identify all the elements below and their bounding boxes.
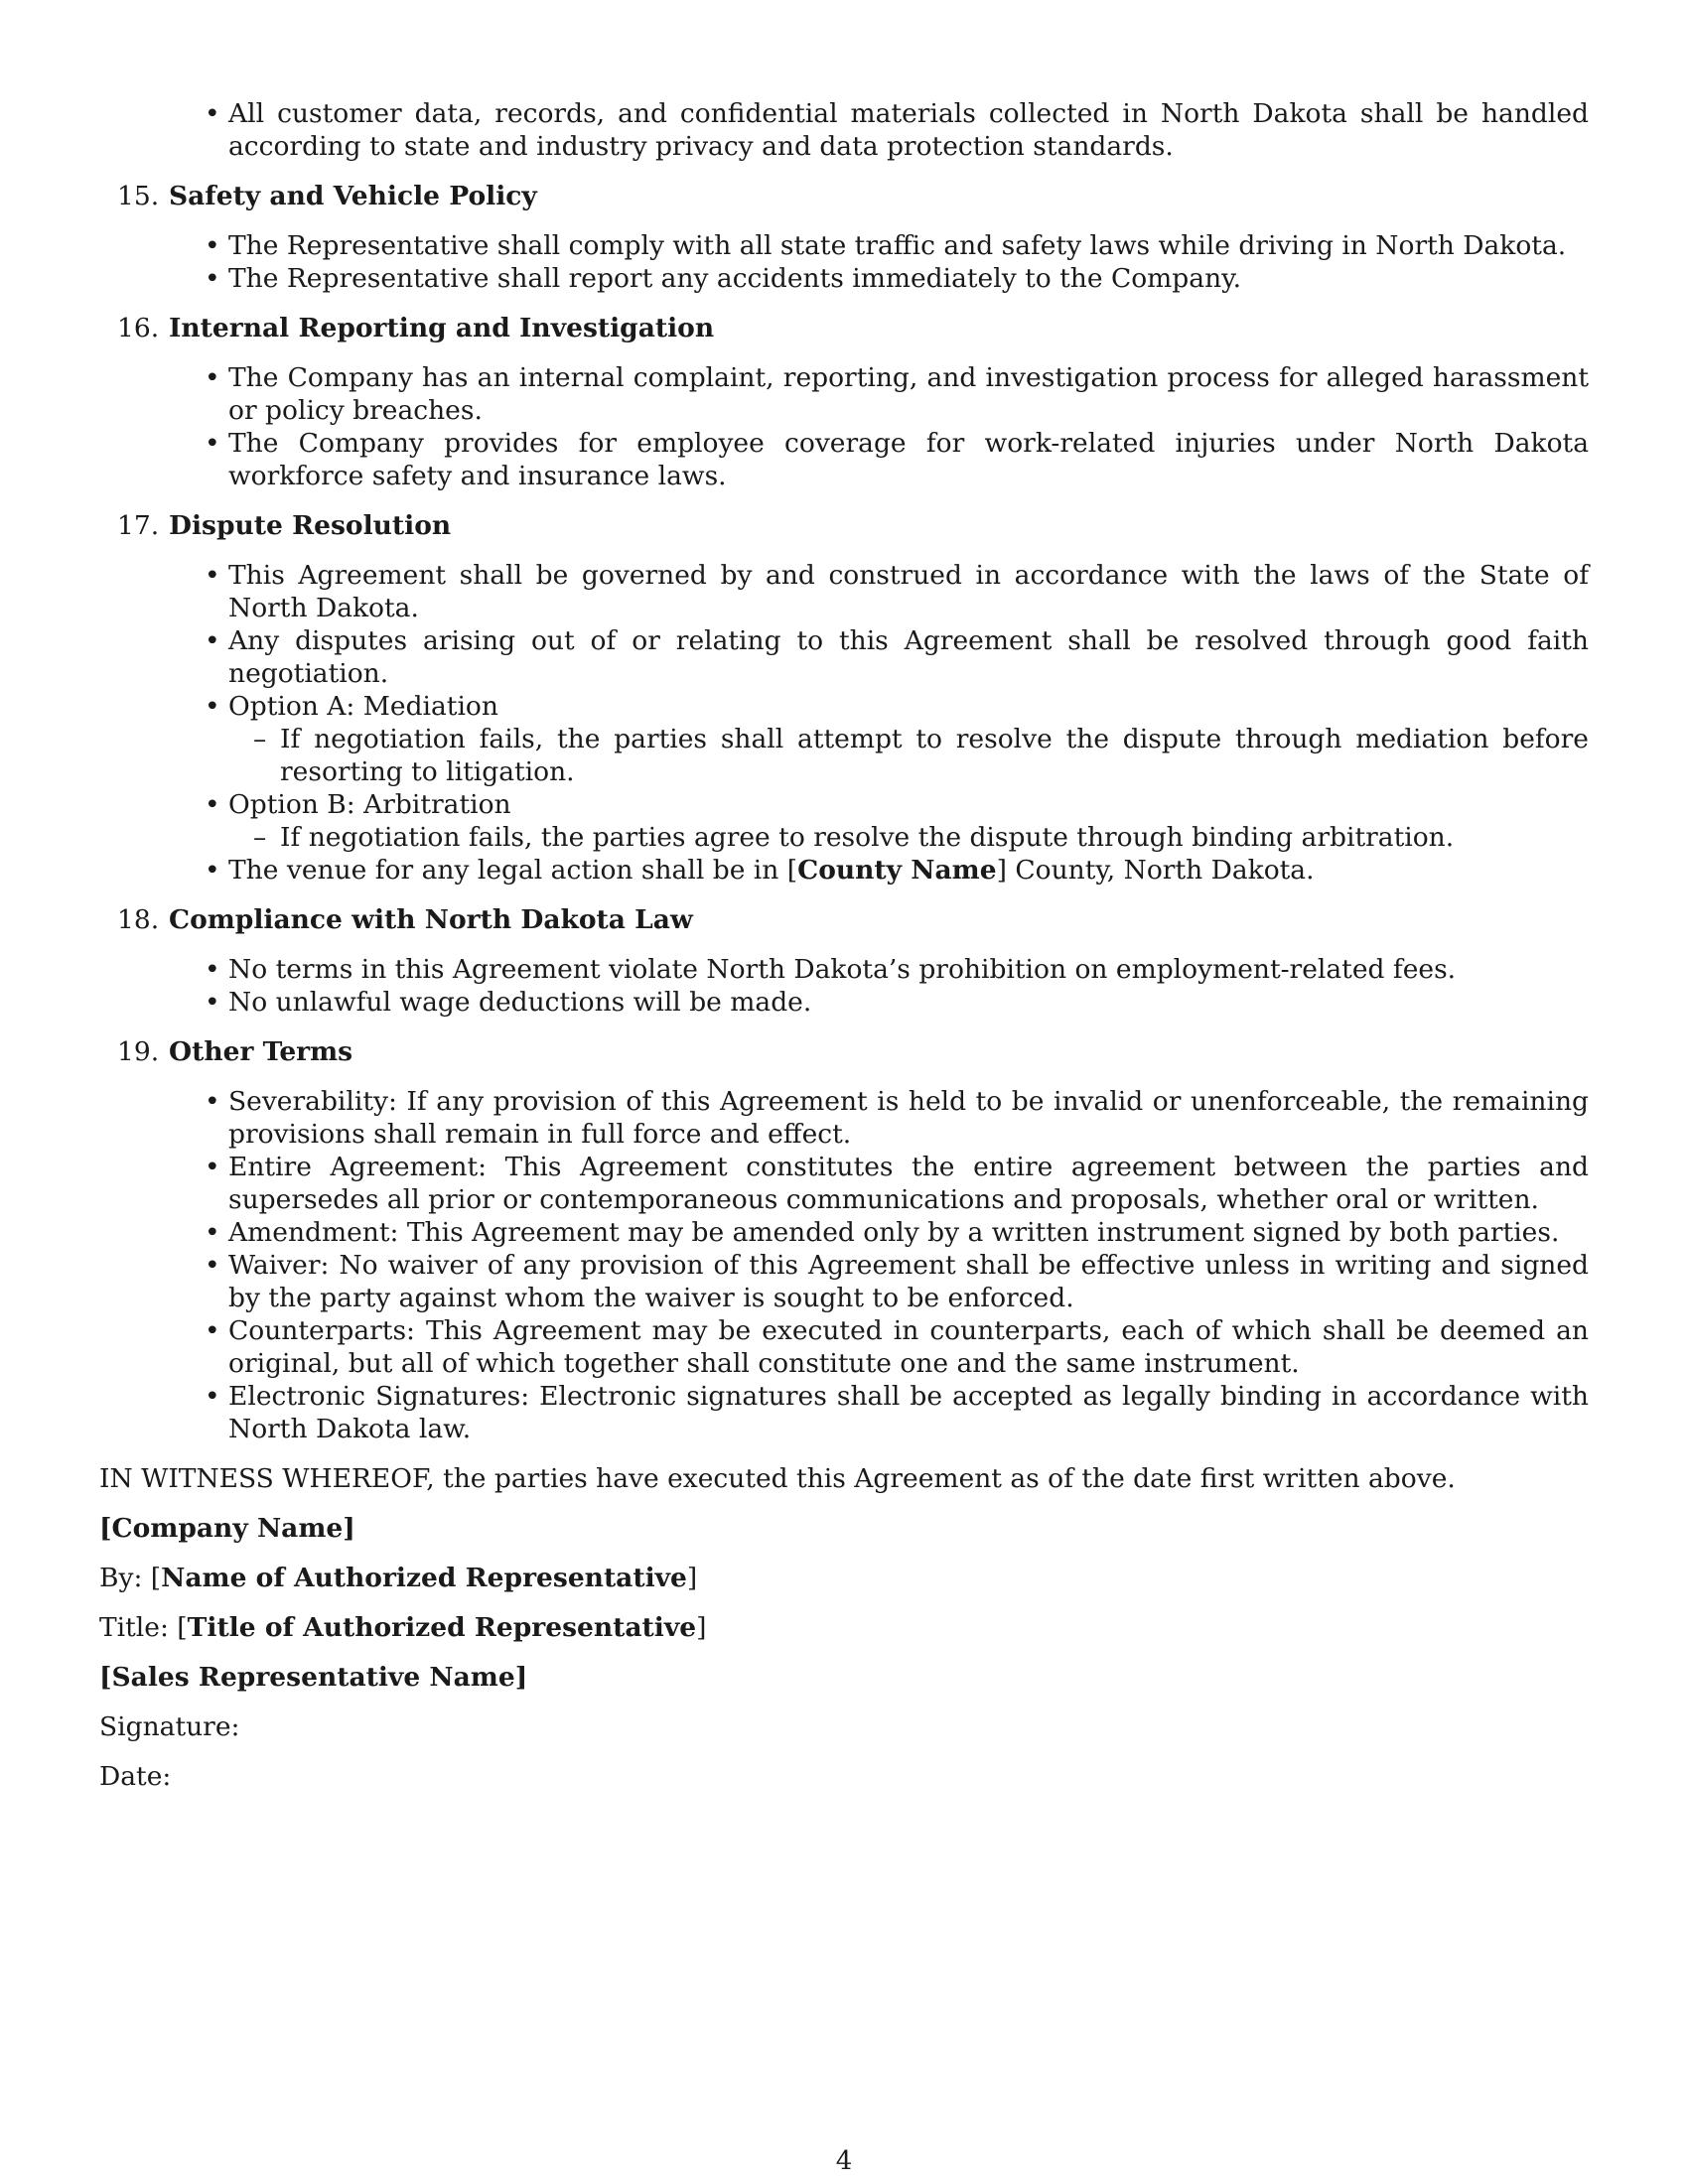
option-a-label: Option A: Mediation	[228, 691, 498, 722]
authorized-rep-name-placeholder: Name of Authorized Representative	[161, 1563, 687, 1593]
section-18-bullet-list	[99, 953, 1589, 1019]
title-label: Title: [	[99, 1612, 188, 1643]
witness-statement: IN WITNESS WHEREOF, the parties have executed this Agreement as of the date first written above.	[99, 1463, 1456, 1494]
bracket-close: ]	[343, 1513, 355, 1544]
company-name-placeholder: Company Name	[111, 1513, 344, 1544]
section-15-heading	[99, 180, 1589, 212]
option-b-label: Option B: Arbitration	[228, 789, 511, 820]
bracket-open: [	[99, 1513, 112, 1544]
section-number: 15.	[117, 181, 160, 211]
list-item: • Waiver: No waiver of any provision of this Agreement shall be effective unless in writing and signed by the party against whom the waiver is sought to be enforced.	[228, 1249, 1589, 1314]
section-16-bullet-list	[99, 361, 1589, 492]
bracket-close: ]	[686, 1563, 698, 1593]
section-title: Dispute Resolution	[169, 510, 452, 541]
venue-suffix: ] County, North Dakota.	[996, 855, 1315, 886]
section-18-heading	[99, 903, 1589, 936]
sub-list-item: – If negotiation fails, the parties shall attempt to resolve the dispute through mediation before resorting to litigation.	[280, 723, 1589, 788]
list-item: • The Representative shall report any accidents immediately to the Company.	[228, 262, 1589, 295]
list-item-venue	[228, 854, 1589, 887]
bracket-open: [	[99, 1662, 112, 1693]
signature-label: Signature:	[99, 1711, 240, 1742]
section-16-heading	[99, 312, 1589, 344]
list-item: • All customer data, records, and confidential materials collected in North Dakota shall be handled according to state and industry privacy and data protection standards.	[228, 97, 1589, 163]
bracket-close: ]	[696, 1612, 707, 1643]
option-b-sublist	[228, 821, 1589, 854]
section-number: 19.	[117, 1036, 160, 1067]
option-a-sublist	[228, 723, 1589, 788]
by-label: By: [	[99, 1563, 162, 1593]
bracket-close: ]	[514, 1662, 528, 1693]
by-line	[99, 1562, 1589, 1594]
list-item-option-a	[228, 690, 1589, 788]
document-page	[99, 97, 1589, 1793]
list-item: • The Company provides for employee coverage for work-related injuries under North Dakota workforce safety and insurance laws.	[228, 427, 1589, 492]
sub-list-item: – If negotiation fails, the parties agree to resolve the dispute through binding arbitration.	[280, 821, 1589, 854]
title-line	[99, 1611, 1589, 1644]
list-item: • The Representative shall comply with all state traffic and safety laws while driving in North Dakota.	[228, 229, 1589, 262]
section-number: 18.	[117, 904, 160, 935]
section-17-heading	[99, 509, 1589, 542]
section-19-bullet-list	[99, 1085, 1589, 1445]
section-number: 16.	[117, 313, 160, 343]
list-item: • Entire Agreement: This Agreement constitutes the entire agreement between the parties and supersedes all prior or contemporaneous communications and proposals, whether oral or written.	[228, 1151, 1589, 1216]
list-item: • Electronic Signatures: Electronic signatures shall be accepted as legally binding in accordance with North Dakota law.	[228, 1380, 1589, 1445]
sales-rep-name-line	[99, 1661, 1589, 1694]
venue-prefix: The venue for any legal action shall be in [	[228, 855, 798, 886]
section-title: Other Terms	[169, 1036, 353, 1067]
section-title: Internal Reporting and Investigation	[169, 313, 715, 343]
list-item: • No unlawful wage deductions will be made.	[228, 986, 1589, 1019]
list-item: • Severability: If any provision of this Agreement is held to be invalid or unenforceable, the remaining provisions shall remain in full force and effect.	[228, 1085, 1589, 1151]
list-item: • This Agreement shall be governed by and construed in accordance with the laws of the State of North Dakota.	[228, 559, 1589, 624]
list-item: • Counterparts: This Agreement may be executed in counterparts, each of which shall be deemed an original, but all of which together shall constitute one and the same instrument.	[228, 1314, 1589, 1380]
section-17-bullet-list	[99, 559, 1589, 887]
company-name-line	[99, 1512, 1589, 1545]
continuation-bullet-list	[99, 97, 1589, 163]
section-19-heading	[99, 1035, 1589, 1068]
section-number: 17.	[117, 510, 160, 541]
page-number: 4	[835, 2146, 853, 2176]
list-item-option-b	[228, 788, 1589, 854]
authorized-rep-title-placeholder: Title of Authorized Representative	[187, 1612, 697, 1643]
list-item: • Amendment: This Agreement may be amended only by a written instrument signed by both parties.	[228, 1216, 1589, 1249]
section-title: Safety and Vehicle Policy	[169, 181, 537, 211]
list-item: • No terms in this Agreement violate North Dakota’s prohibition on employment-related fees.	[228, 953, 1589, 986]
list-item: • The Company has an internal complaint, reporting, and investigation process for alleged harassment or policy breaches.	[228, 361, 1589, 427]
section-title: Compliance with North Dakota Law	[169, 904, 693, 935]
county-name-placeholder: County Name	[797, 855, 997, 886]
date-label: Date:	[99, 1761, 172, 1792]
sales-rep-name-placeholder: Sales Representative Name	[111, 1662, 515, 1693]
list-item: • Any disputes arising out of or relating to this Agreement shall be resolved through good faith negotiation.	[228, 624, 1589, 690]
section-15-bullet-list	[99, 229, 1589, 295]
